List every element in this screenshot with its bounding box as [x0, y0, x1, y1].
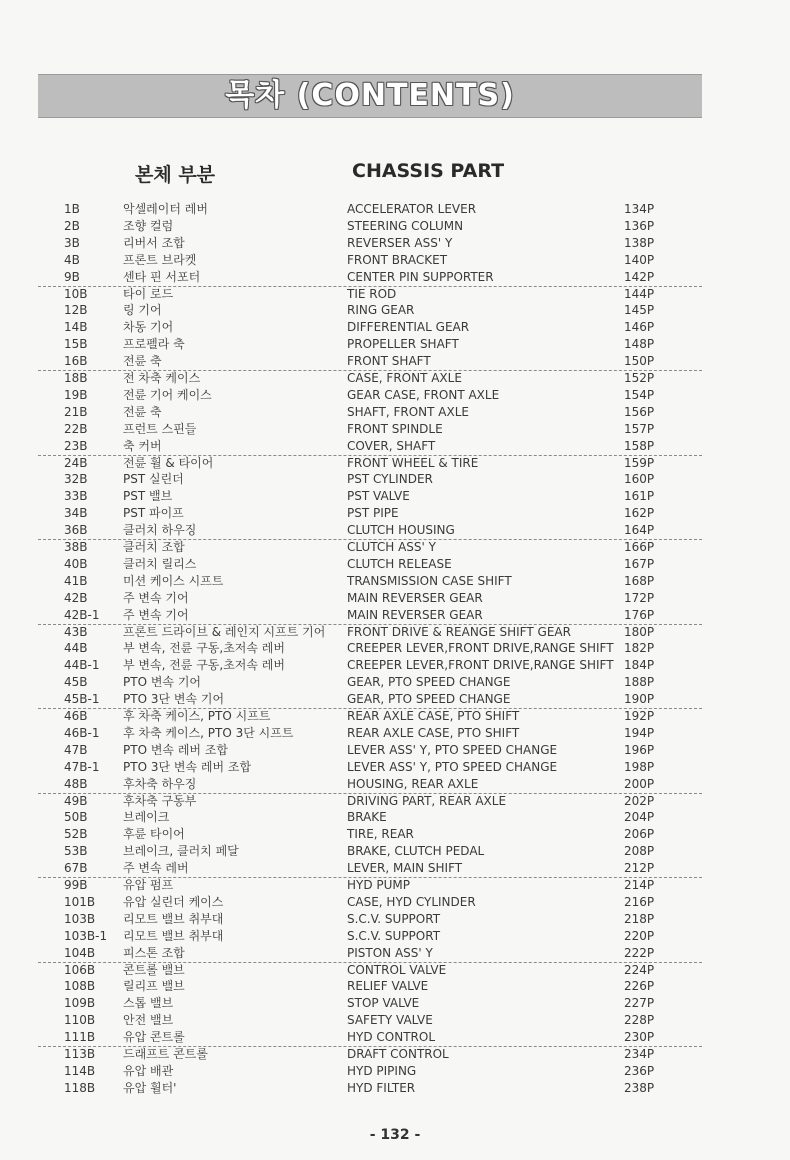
toc-english-title: COVER, SHAFT: [347, 438, 436, 453]
toc-code: 106B: [64, 962, 96, 977]
toc-page: 190P: [624, 692, 655, 707]
toc-code: 52B: [64, 827, 88, 842]
toc-entry: [38, 725, 702, 742]
toc-korean-title: 프런트 스핀들: [123, 421, 197, 436]
toc-page: 161P: [624, 489, 655, 504]
toc-korean-title: PTO 변속 레버 조합: [123, 742, 229, 757]
toc-english-title: FRONT BRACKET: [347, 252, 448, 267]
toc-entry: [38, 201, 702, 218]
toc-code: 46B-1: [64, 725, 100, 740]
toc-code: 118B: [64, 1080, 96, 1095]
toc-entry: [38, 776, 702, 794]
toc-korean-title: 브레이크: [123, 810, 170, 825]
page-number: - 132 -: [369, 1127, 421, 1143]
toc-english-title: DIFFERENTIAL GEAR: [347, 320, 470, 335]
toc-english-title: REAR AXLE CASE, PTO SHIFT: [347, 725, 520, 740]
toc-page: 156P: [624, 404, 655, 419]
contents-banner: [38, 74, 702, 118]
toc-page: 180P: [624, 624, 655, 639]
toc-entry: [38, 590, 702, 607]
toc-entry: [38, 387, 702, 404]
toc-korean-title: PTO 3단 변속 기어: [123, 692, 225, 707]
toc-english-title: STOP VALVE: [347, 996, 420, 1011]
toc-code: 32B: [64, 472, 88, 487]
toc-korean-title: 프로펠라 축: [123, 337, 185, 352]
toc-page: 150P: [624, 354, 655, 369]
toc-page: 222P: [624, 945, 655, 960]
toc-entry: [38, 691, 702, 709]
toc-code: 108B: [64, 979, 96, 994]
toc-page: 206P: [624, 827, 655, 842]
toc-page: 176P: [624, 607, 655, 622]
toc-entry: [38, 302, 702, 319]
toc-page: 192P: [624, 709, 655, 723]
toc-korean-title: 리버서 조합: [123, 235, 185, 250]
toc-page: 198P: [624, 759, 655, 774]
toc-entry: [38, 624, 702, 641]
toc-korean-title: 콘트롤 밸브: [123, 962, 185, 977]
toc-korean-title: 릴리프 밸브: [123, 979, 185, 994]
toc-code: 111B: [64, 1030, 96, 1045]
toc-korean-title: PST 파이프: [123, 506, 184, 521]
toc-english-title: TIE ROD: [347, 286, 397, 301]
toc-page: 212P: [624, 861, 655, 876]
toc-code: 19B: [64, 387, 88, 402]
toc-entry: [38, 539, 702, 556]
toc-entry: [38, 370, 702, 387]
toc-english-title: FRONT SPINDLE: [347, 421, 443, 436]
toc-english-title: HYD PUMP: [347, 878, 411, 892]
toc-code: 3B: [64, 235, 80, 250]
toc-korean-title: 주 변속 레버: [123, 861, 189, 876]
toc-page: 154P: [624, 387, 655, 402]
toc-english-title: PST CYLINDER: [347, 472, 433, 487]
toc-code: 22B: [64, 421, 88, 436]
toc-page: 204P: [624, 810, 655, 825]
toc-korean-title: 타이 로드: [123, 286, 174, 301]
toc-english-title: HOUSING, REAR AXLE: [347, 776, 479, 791]
toc-entry: [38, 674, 702, 691]
toc-korean-title: PST 밸브: [123, 489, 173, 504]
toc-korean-title: 부 변속, 전륜 구동,초저속 레버: [123, 658, 285, 673]
toc-korean-title: PTO 변속 기어: [123, 675, 202, 690]
toc-korean-title: 주 변속 기어: [123, 607, 189, 622]
toc-entry: [38, 218, 702, 235]
toc-english-title: DRIVING PART, REAR AXLE: [347, 793, 507, 808]
toc-page: 194P: [624, 725, 655, 740]
toc-english-title: CONTROL VALVE: [347, 962, 447, 977]
toc-code: 18B: [64, 371, 88, 385]
toc-page: 145P: [624, 303, 655, 318]
toc-entry: [38, 1080, 702, 1097]
toc-entry: [38, 928, 702, 945]
toc-code: 103B: [64, 911, 96, 926]
toc-code: 41B: [64, 573, 88, 588]
toc-code: 67B: [64, 861, 88, 876]
toc-korean-title: 링 기어: [123, 303, 162, 318]
toc-korean-title: 전륜 기어 케이스: [123, 387, 212, 402]
toc-code: 16B: [64, 354, 88, 369]
toc-korean-title: 축 커버: [123, 438, 162, 453]
toc-korean-title: 리모트 밸브 취부대: [123, 911, 224, 926]
toc-page: 218P: [624, 911, 655, 926]
toc-page: 140P: [624, 252, 655, 267]
toc-english-title: GEAR, PTO SPEED CHANGE: [347, 692, 511, 707]
toc-english-title: RELIEF VALVE: [347, 979, 429, 994]
toc-page: 182P: [624, 641, 655, 656]
toc-entry: [38, 708, 702, 725]
toc-korean-title: 유압 펌프: [123, 878, 174, 892]
toc-english-title: CASE, HYD CYLINDER: [347, 894, 476, 909]
toc-korean-title: 프론트 브라켓: [123, 252, 197, 267]
toc-english-title: CLUTCH ASS' Y: [347, 540, 436, 554]
toc-english-title: TRANSMISSION CASE SHIFT: [347, 573, 512, 588]
toc-page: 208P: [624, 844, 655, 859]
toc-code: 12B: [64, 303, 88, 318]
toc-english-title: FRONT DRIVE & REANGE SHIFT GEAR: [347, 624, 571, 639]
toc-korean-title: 전 차축 케이스: [123, 371, 201, 385]
toc-korean-title: 유압 배관: [123, 1063, 174, 1078]
toc-english-title: LEVER, MAIN SHIFT: [347, 861, 463, 876]
toc-page: 188P: [624, 675, 655, 690]
toc-page: 167P: [624, 556, 655, 571]
toc-entry: [38, 742, 702, 759]
toc-entry: [38, 1012, 702, 1029]
toc-entry: [38, 978, 702, 995]
toc-english-title: ACCELERATOR LEVER: [347, 202, 477, 216]
toc-page: 138P: [624, 235, 655, 250]
toc-korean-title: 후차축 구동부: [123, 793, 197, 808]
toc-page: 224P: [624, 962, 655, 977]
toc-code: 101B: [64, 894, 96, 909]
toc-code: 4B: [64, 252, 80, 267]
toc-entry: [38, 945, 702, 963]
section-header-korean: 본체 부분: [135, 164, 216, 186]
toc-english-title: FRONT SHAFT: [347, 354, 431, 369]
toc-entry: [38, 1063, 702, 1080]
toc-code: 38B: [64, 540, 88, 554]
toc-code: 44B: [64, 641, 88, 656]
toc-page: 166P: [624, 540, 655, 554]
toc-code: 103B-1: [64, 928, 108, 943]
toc-korean-title: 후차축 하우징: [123, 776, 197, 791]
toc-entry: [38, 556, 702, 573]
toc-entry: [38, 657, 702, 674]
toc-code: 113B: [64, 1047, 96, 1061]
toc-entry: [38, 269, 702, 287]
toc-korean-title: 유압 콘트롤: [123, 1030, 185, 1045]
toc-code: 14B: [64, 320, 88, 335]
toc-entry: [38, 843, 702, 860]
toc-page: 220P: [624, 928, 655, 943]
toc-code: 23B: [64, 438, 88, 453]
toc-page: 142P: [624, 269, 655, 284]
toc-korean-title: 리모트 밸브 취부대: [123, 928, 224, 943]
toc-code: 42B-1: [64, 607, 100, 622]
toc-korean-title: 후 차축 케이스, PTO 3단 시프트: [123, 725, 294, 740]
toc-korean-title: 전륜 휠 & 타이어: [123, 455, 214, 470]
toc-entry: [38, 471, 702, 488]
toc-code: 45B: [64, 675, 88, 690]
toc-entry: [38, 860, 702, 878]
toc-entry: [38, 1046, 702, 1063]
toc-page: 227P: [624, 996, 655, 1011]
toc-entry: [38, 640, 702, 657]
toc-entry: [38, 404, 702, 421]
toc-korean-title: 안전 밸브: [123, 1013, 174, 1028]
toc-code: 42B: [64, 590, 88, 605]
toc-page: 134P: [624, 202, 655, 216]
toc-page: 238P: [624, 1080, 655, 1095]
toc-code: 34B: [64, 506, 88, 521]
toc-korean-title: 프론트 드라이브 & 레인지 시프트 기어: [123, 624, 326, 639]
toc-page: 172P: [624, 590, 655, 605]
toc-code: 15B: [64, 337, 88, 352]
toc-code: 49B: [64, 793, 88, 808]
toc-page: 228P: [624, 1013, 655, 1028]
toc-page: 234P: [624, 1047, 655, 1061]
toc-page: 236P: [624, 1063, 655, 1078]
toc-english-title: CASE, FRONT AXLE: [347, 371, 462, 385]
toc-korean-title: 악셀레이터 레버: [123, 202, 208, 216]
toc-page: 157P: [624, 421, 655, 436]
toc-korean-title: 클러치 조합: [123, 540, 185, 554]
toc-korean-title: 차동 기어: [123, 320, 174, 335]
toc-entry: [38, 336, 702, 353]
toc-code: 110B: [64, 1013, 96, 1028]
toc-english-title: MAIN REVERSER GEAR: [347, 607, 483, 622]
toc-korean-title: 브레이크, 클러치 페달: [123, 844, 239, 859]
toc-code: 36B: [64, 523, 88, 538]
toc-code: 109B: [64, 996, 96, 1011]
toc-entry: [38, 793, 702, 810]
toc-page: 202P: [624, 793, 655, 808]
toc-entry: [38, 1029, 702, 1047]
toc-code: 10B: [64, 286, 88, 301]
contents-title: 목차 (CONTENTS): [225, 78, 515, 113]
toc-code: 104B: [64, 945, 96, 960]
toc-code: 47B-1: [64, 759, 100, 774]
toc-korean-title: 후륜 타이어: [123, 827, 185, 842]
toc-korean-title: 유압 휠터': [123, 1080, 177, 1095]
toc-english-title: SAFETY VALVE: [347, 1013, 433, 1028]
toc-page: 196P: [624, 742, 655, 757]
toc-page: 148P: [624, 337, 655, 352]
toc-code: 1B: [64, 202, 80, 216]
toc-korean-title: 주 변속 기어: [123, 590, 189, 605]
toc-english-title: GEAR CASE, FRONT AXLE: [347, 387, 500, 402]
toc-code: 45B-1: [64, 692, 100, 707]
toc-page: 200P: [624, 776, 655, 791]
toc-english-title: RING GEAR: [347, 303, 415, 318]
toc-english-title: CLUTCH RELEASE: [347, 556, 452, 571]
toc-code: 53B: [64, 844, 88, 859]
toc-code: 33B: [64, 489, 88, 504]
toc-english-title: PROPELLER SHAFT: [347, 337, 459, 352]
toc-page: 152P: [624, 371, 655, 385]
toc-korean-title: 유압 실린더 케이스: [123, 894, 224, 909]
toc-korean-title: 부 변속, 전륜 구동,초저속 레버: [123, 641, 285, 656]
toc-english-title: PST PIPE: [347, 506, 399, 521]
toc-page: 162P: [624, 506, 655, 521]
toc-english-title: CREEPER LEVER,FRONT DRIVE,RANGE SHIFT: [347, 641, 614, 656]
toc-english-title: HYD FILTER: [347, 1080, 416, 1095]
toc-korean-title: 전륜 축: [123, 404, 162, 419]
toc-entry: [38, 353, 702, 371]
toc-code: 2B: [64, 218, 80, 233]
toc-korean-title: PST 실린더: [123, 472, 184, 487]
toc-entry: [38, 877, 702, 894]
toc-entry: [38, 235, 702, 252]
toc-english-title: REAR AXLE CASE, PTO SHIFT: [347, 709, 520, 723]
toc-entry: [38, 962, 702, 979]
toc-code: 99B: [64, 878, 88, 892]
toc-entry: [38, 995, 702, 1012]
toc-page: 226P: [624, 979, 655, 994]
toc-code: 43B: [64, 624, 88, 639]
toc-korean-title: 미션 케이스 시프트: [123, 573, 224, 588]
toc-code: 9B: [64, 269, 80, 284]
toc-korean-title: 전륜 축: [123, 354, 162, 369]
toc-code: 47B: [64, 742, 88, 757]
toc-entry: [38, 319, 702, 336]
toc-page: 136P: [624, 218, 655, 233]
toc-entry: [38, 522, 702, 540]
toc-korean-title: 클러치 하우징: [123, 523, 197, 538]
toc-entry: [38, 505, 702, 522]
toc-english-title: HYD CONTROL: [347, 1030, 436, 1045]
toc-english-title: S.C.V. SUPPORT: [347, 911, 441, 926]
toc-english-title: TIRE, REAR: [347, 827, 414, 842]
toc-english-title: BRAKE, CLUTCH PEDAL: [347, 844, 485, 859]
toc-korean-title: 센타 핀 서포터: [123, 269, 201, 284]
toc-korean-title: 클러치 릴리스: [123, 556, 197, 571]
toc-english-title: PST VALVE: [347, 489, 410, 504]
toc-page: 214P: [624, 878, 655, 892]
toc-page: 159P: [624, 455, 655, 470]
toc-korean-title: 피스톤 조합: [123, 945, 185, 960]
toc-korean-title: 드래프트 콘트롤: [123, 1047, 208, 1061]
toc-english-title: PISTON ASS' Y: [347, 945, 433, 960]
toc-page: 168P: [624, 573, 655, 588]
toc-page: 230P: [624, 1030, 655, 1045]
toc-page: 144P: [624, 286, 655, 301]
toc-english-title: CENTER PIN SUPPORTER: [347, 269, 494, 284]
toc-english-title: STEERING COLUMN: [347, 218, 464, 233]
toc-page: 164P: [624, 523, 655, 538]
toc-english-title: HYD PIPING: [347, 1063, 417, 1078]
toc-page: 216P: [624, 894, 655, 909]
toc-korean-title: 후 차축 케이스, PTO 시프트: [123, 709, 271, 723]
toc-entry: [38, 607, 702, 625]
toc-english-title: REVERSER ASS' Y: [347, 235, 453, 250]
toc-entry: [38, 826, 702, 843]
toc-entry: [38, 894, 702, 911]
toc-page: 184P: [624, 658, 655, 673]
toc-english-title: SHAFT, FRONT AXLE: [347, 404, 470, 419]
toc-code: 50B: [64, 810, 88, 825]
toc-english-title: BRAKE: [347, 810, 387, 825]
toc-english-title: DRAFT CONTROL: [347, 1047, 449, 1061]
toc-code: 21B: [64, 404, 88, 419]
toc-entry: [38, 455, 702, 472]
toc-korean-title: PTO 3단 변속 레버 조합: [123, 759, 252, 774]
toc-page: 158P: [624, 438, 655, 453]
toc-entry: [38, 438, 702, 456]
toc-code: 114B: [64, 1063, 96, 1078]
toc-english-title: FRONT WHEEL & TIRE: [347, 455, 479, 470]
toc-english-title: S.C.V. SUPPORT: [347, 928, 441, 943]
toc-code: 44B-1: [64, 658, 100, 673]
toc-entry: [38, 759, 702, 776]
toc-entry: [38, 286, 702, 303]
toc-page: 146P: [624, 320, 655, 335]
toc-entry: [38, 421, 702, 438]
toc-english-title: CLUTCH HOUSING: [347, 523, 455, 538]
toc-entry: [38, 252, 702, 269]
toc-english-title: CREEPER LEVER,FRONT DRIVE,RANGE SHIFT: [347, 658, 614, 673]
toc-page: 160P: [624, 472, 655, 487]
toc-english-title: MAIN REVERSER GEAR: [347, 590, 483, 605]
toc-code: 48B: [64, 776, 88, 791]
toc-entry: [38, 573, 702, 590]
toc-korean-title: 스톱 밸브: [123, 996, 174, 1011]
toc-entry: [38, 809, 702, 826]
section-header-english: CHASSIS PART: [352, 160, 505, 182]
toc-code: 46B: [64, 709, 88, 723]
toc-code: 24B: [64, 455, 88, 470]
toc-entry: [38, 911, 702, 928]
toc-code: 40B: [64, 556, 88, 571]
toc-english-title: LEVER ASS' Y, PTO SPEED CHANGE: [347, 742, 558, 757]
toc-english-title: LEVER ASS' Y, PTO SPEED CHANGE: [347, 759, 558, 774]
toc-english-title: GEAR, PTO SPEED CHANGE: [347, 675, 511, 690]
toc-entry: [38, 488, 702, 505]
toc-korean-title: 조향 컬럼: [123, 218, 174, 233]
